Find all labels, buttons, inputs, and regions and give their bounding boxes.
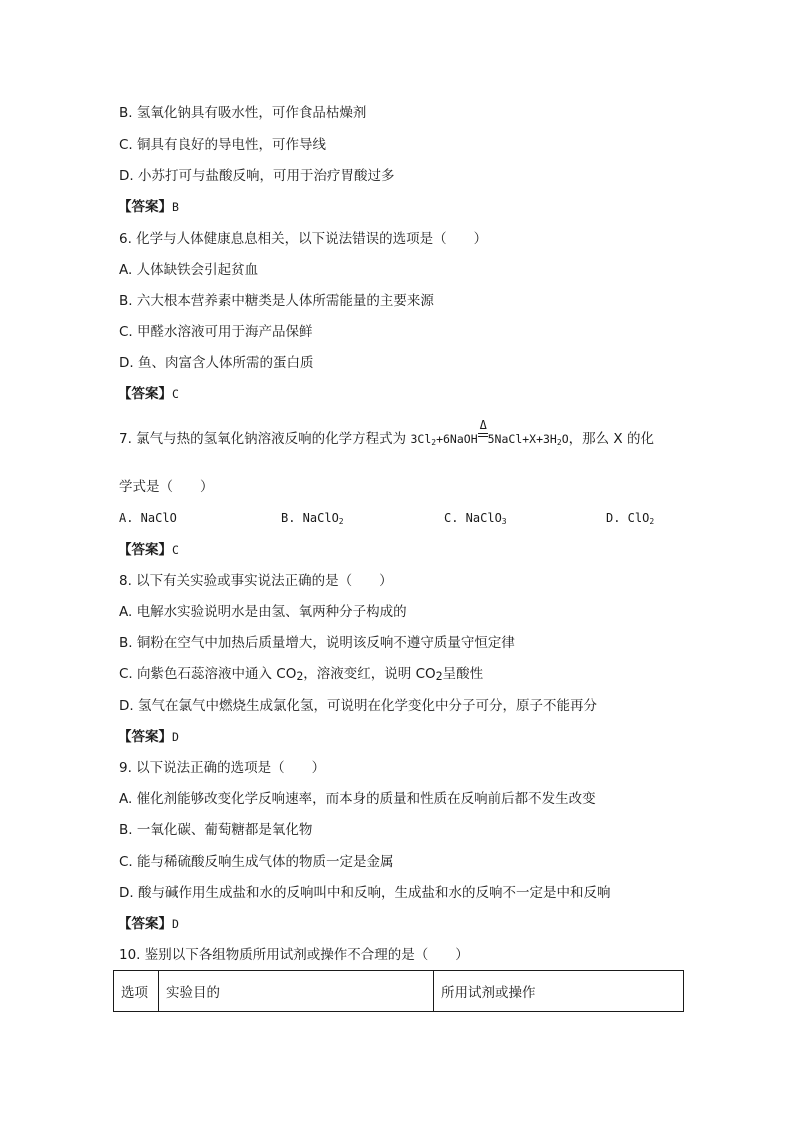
answer-value: B xyxy=(172,200,179,214)
answer-label: 【答案】 xyxy=(118,386,172,402)
q7-option-a: A. NaClO xyxy=(119,511,177,525)
q9-answer xyxy=(118,915,179,933)
q6-answer xyxy=(118,385,179,403)
q9-option-b: B. 一氧化碳、葡萄糖都是氧化物 xyxy=(119,822,313,838)
q9-stem: 9. 以下说法正确的选项是（ ） xyxy=(119,760,326,776)
q8-answer xyxy=(118,728,179,746)
q8-option-b: B. 铜粉在空气中加热后质量增大，说明该反响不遵守质量守恒定律 xyxy=(119,635,515,651)
q6-option-d: D. 鱼、肉富含人体所需的蛋白质 xyxy=(119,355,314,371)
q10-table xyxy=(113,970,684,1012)
q6-option-b: B. 六大根本营养素中糖类是人体所需能量的主要来源 xyxy=(119,293,434,309)
q5-option-c: C. 铜具有良好的导电性，可作导线 xyxy=(119,137,327,153)
answer-label: 【答案】 xyxy=(118,199,172,215)
q7-stem-post: ，那么 X 的化 xyxy=(568,431,654,447)
q7-stem-pre: 7. 氯气与热的氢氧化钠溶液反响的化学方程式为 xyxy=(119,431,411,447)
q10-stem: 10. 鉴别以下各组物质所用试剂或操作不合理的是（ ） xyxy=(119,947,469,963)
answer-value: D xyxy=(172,917,179,931)
q5-answer xyxy=(118,198,179,216)
table-header-purpose: 实验目的 xyxy=(159,971,434,1012)
q7-answer xyxy=(118,541,179,559)
answer-label: 【答案】 xyxy=(118,729,172,745)
table-header-reagent: 所用试剂或操作 xyxy=(434,971,684,1012)
answer-value: C xyxy=(172,543,179,557)
q9-option-c: C. 能与稀硫酸反响生成气体的物质一定是金属 xyxy=(119,854,394,870)
table-header-row xyxy=(114,971,684,1012)
q6-option-a: A. 人体缺铁会引起贫血 xyxy=(119,262,259,278)
q7-stem-line2: 学式是（ ） xyxy=(119,479,214,495)
q9-option-a: A. 催化剂能够改变化学反响速率，而本身的质量和性质在反响前后都不发生改变 xyxy=(119,791,596,807)
q7-option-c: C. NaClO$_3$ xyxy=(444,511,507,526)
q8-stem: 8. 以下有关实验或事实说法正确的是（ ） xyxy=(119,573,393,589)
q8-option-a: A. 电解水实验说明水是由氢、氧两种分子构成的 xyxy=(119,604,407,620)
q6-stem: 6. 化学与人体健康息息相关，以下说法错误的选项是（ ） xyxy=(119,231,488,247)
answer-label: 【答案】 xyxy=(118,916,172,932)
q7-stem xyxy=(119,418,654,448)
q7-option-d: D. ClO$_2$ xyxy=(606,511,655,526)
answer-label: 【答案】 xyxy=(118,542,172,558)
q8-option-c: C. 向紫色石蕊溶液中通入 $CO_2$，溶液变红，说明 $CO_2$呈酸性 xyxy=(119,666,484,683)
q9-option-d: D. 酸与碱作用生成盐和水的反响叫中和反响，生成盐和水的反响不一定是中和反响 xyxy=(119,885,611,901)
q7-option-b: B. NaClO$_2$ xyxy=(281,511,344,526)
q8-option-d: D. 氢气在氯气中燃烧生成氯化氢，可说明在化学变化中分子可分，原子不能再分 xyxy=(119,698,597,714)
heat-condition: Δ xyxy=(479,418,487,432)
table-header-option: 选项 xyxy=(114,971,159,1012)
q5-option-d: D. 小苏打可与盐酸反响，可用于治疗胃酸过多 xyxy=(119,168,395,184)
answer-value: D xyxy=(172,730,179,744)
equation: $3Cl_2+6NaOH$ Δ $5NaCl+X+3H_2O$ xyxy=(410,418,569,447)
heat-equals-sign xyxy=(478,418,488,448)
q5-option-b: B. 氢氧化钠具有吸水性，可作食品枯燥剂 xyxy=(119,105,367,121)
q6-option-c: C. 甲醛水溶液可用于海产品保鲜 xyxy=(119,324,313,340)
answer-value: C xyxy=(172,387,179,401)
